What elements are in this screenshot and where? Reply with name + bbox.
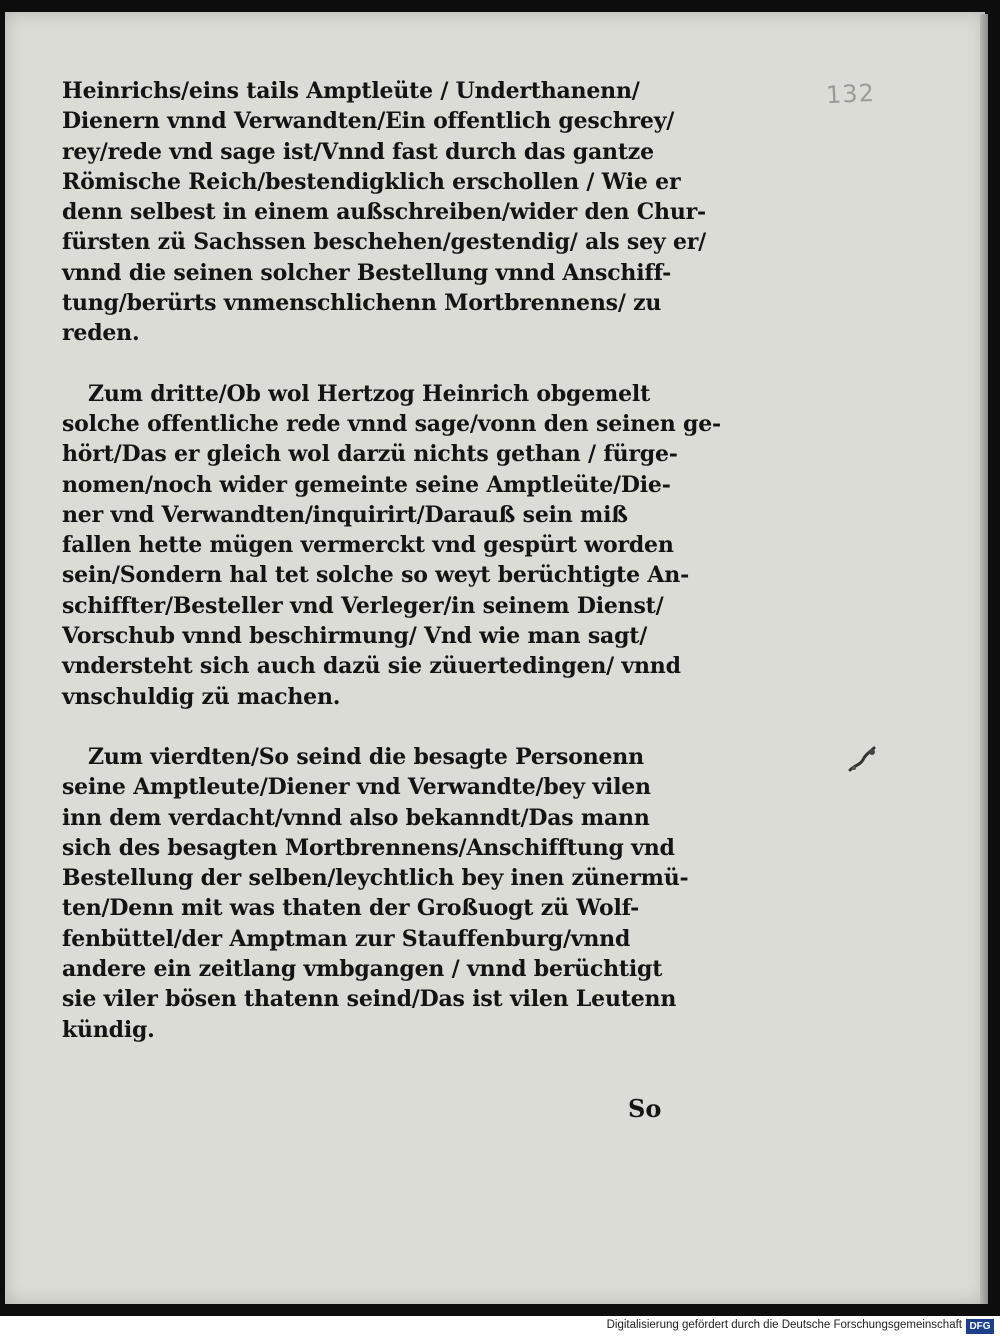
text-line: nomen/noch wider gemeinte seine Amptleüte/Die- [62, 471, 671, 498]
text-line: schiffter/Besteller vnd Verleger/in seinem Dienst/ [62, 592, 664, 619]
ink-smudge [846, 744, 878, 776]
text-line: vndersteht sich auch dazü sie züuertedingen/ vnnd [62, 653, 681, 680]
dfg-logo: DFG [966, 1319, 994, 1334]
text-line: vnschuldig zü machen. [62, 683, 341, 710]
folio-number: 132 [825, 78, 876, 110]
text-line: rey/rede vnd sage ist/Vnnd fast durch das gantze [62, 138, 654, 165]
text-line: Vorschub vnnd beschirmung/ Vnd wie man sagt/ [62, 623, 648, 650]
footer-credit: Digitalisierung gefördert durch die Deutsche Forschungsgemeinschaft [606, 1319, 962, 1331]
text-line: ten/Denn mit was thaten der Großuogt zü Wolf- [62, 895, 640, 922]
catchword: So [628, 1094, 662, 1123]
text-line: tung/berürts vnmenschlichenn Mortbrennens/ zu [62, 290, 662, 317]
paragraph-1 [62, 76, 706, 349]
text-line: reden. [62, 320, 140, 347]
text-line: inn dem verdacht/vnnd also bekanndt/Das mann [62, 804, 650, 831]
text-line: Dienern vnnd Verwandten/Ein offentlich geschrey/ [62, 108, 675, 135]
page-edge [980, 14, 988, 1304]
text-line: andere ein zeitlang vmbgangen / vnnd berüchtigt [62, 956, 663, 983]
paragraph-3 [62, 742, 702, 1045]
text-line: Heinrichs/eins tails Amptleüte / Underthanenn/ [62, 78, 640, 104]
text-line: solche offentliche rede vnnd sage/vonn den seinen ge- [62, 410, 721, 437]
text-line: Zum vierdten/So seind die besagte Personenn [88, 743, 644, 770]
text-line: fürsten zü Sachssen beschehen/gestendig/ als sey er/ [62, 229, 706, 256]
text-line: ner vnd Verwandten/inquirirt/Darauß sein miß [62, 501, 628, 528]
text-line: hört/Das er gleich wol darzü nichts gethan / fürge- [62, 441, 678, 468]
footer-bar [0, 1316, 1000, 1338]
text-line: sein/Sondern hal tet solche so weyt berüchtigte An- [62, 562, 689, 589]
text-line: Bestellung der selben/leychtlich bey inen zünermü- [62, 865, 689, 892]
text-line: kündig. [62, 1016, 155, 1043]
text-line: denn selbest in einem außschreiben/wider den Chur- [62, 199, 706, 226]
text-line: sich des besagten Mortbrennens/Anschifftung vnd [62, 834, 675, 861]
text-line: fenbüttel/der Amptman zur Stauffenburg/vnnd [62, 925, 631, 952]
text-line: Zum dritte/Ob wol Hertzog Heinrich obgemelt [88, 380, 651, 407]
text-line: fallen hette mügen vermerckt vnd gespürt worden [62, 532, 674, 559]
text-line: sie viler bösen thatenn seind/Das ist vilen Leutenn [62, 986, 677, 1013]
text-line: vnnd die seinen solcher Bestellung vnnd Anschiff- [62, 259, 672, 286]
text-line: seine Amptleute/Diener vnd Verwandte/bey vilen [62, 774, 651, 801]
paragraph-2 [62, 379, 721, 712]
text-line: Römische Reich/bestendigklich erschollen / Wie er [62, 168, 681, 195]
page-text [62, 76, 721, 1045]
